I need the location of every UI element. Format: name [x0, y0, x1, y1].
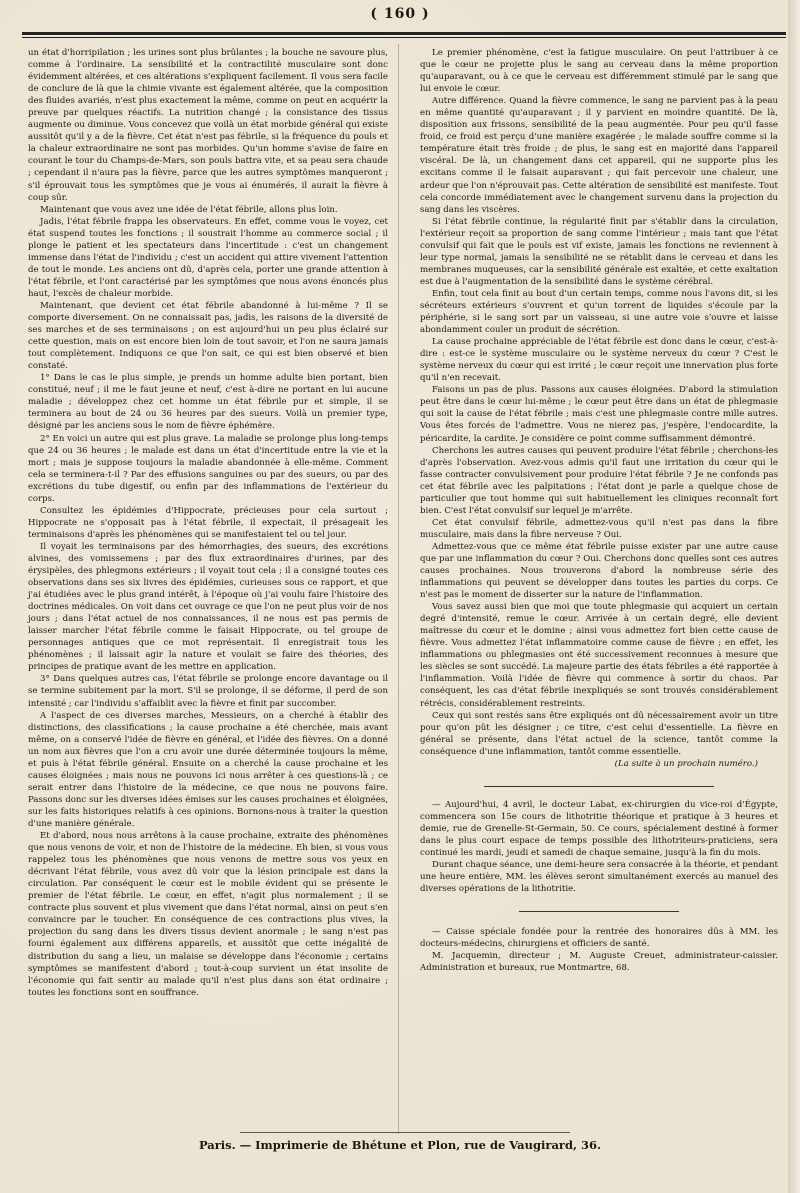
section-separator	[484, 786, 714, 787]
paragraph: 1° Dans le cas le plus simple, je prends un homme adulte bien portant, bien constitué, neuf ; il me le faut jeune et neuf, c'est à-dire ne portant en lui aucune maladie ; développez chez cet homme un état fébrile pur et simple, il se terminera au bout de 24 ou 36 heures par des sueurs. Voilà un premier type, désigné par les anciens sous le nom de fièvre éphémère.	[28, 373, 388, 432]
paragraph: Si l'état fébrile continue, la régularité finit par s'établir dans la circulation, l'extérieur reçoit sa proportion de sang comme l'intérieur ; mais tant que l'état convulsif qui fait que le pouls est vif existe, jamais les fonctions ne reviennent à leur type normal, jamais la sensibilité ne se rétablit dans le cerveau et dans les membranes muqueuses, car la sensibilité générale est exaltée, et cette exaltation est due à l'augmentation de la sensibilité dans le système cérébral.	[420, 216, 778, 287]
header-rule-thick	[22, 32, 786, 35]
right-column	[420, 47, 778, 974]
paragraph: Enfin, tout cela finit au bout d'un certain temps, comme nous l'avons dit, si les sécréteurs extérieurs s'ouvrent et qu'un torrent de liquides s'écoule par la périphérie, si le sang sort par un vaisseau, si une autre voie s'ouvre et laisse abondamment couler un produit de sécrétion.	[420, 288, 778, 336]
paragraph: Ceux qui sont restés sans être expliqués ont dû nécessairement avoir un titre pour qu'on pût les désigner ; ce titre, c'est celui d'essentielle. La fièvre en général se présente, dans l'état actuel de la science, tantôt comme la conséquence d'une inflammation, tantôt comme essentielle.	[420, 710, 778, 757]
left-column	[28, 47, 388, 999]
notice-paragraph: — Caisse spéciale fondée pour la rentrée des honoraires dûs à MM. les docteurs-médecins, chirurgiens et officiers de santé.	[420, 927, 778, 950]
page-number: ( 160 )	[370, 6, 430, 22]
paragraph: Autre différence. Quand la fièvre commence, le sang ne parvient pas à la peau en même quantité qu'auparavant ; il y parvient en moindre quantité. De là, disposition aux frissons, sensibilité de la peau augmentée. Pour peu qu'il fasse froid, ce froid est perçu d'une manière exagérée ; le malade souffre comme si la température était très froide ; de plus, le sang est en majorité dans l'appareil viscéral. De là, un changement dans cet appareil, qui ne supporte plus les excitans comme il le faisait auparavant ; qui fait percevoir une chaleur, une ardeur que l'on n'éprouvait pas. Cette altération de sensibilité est manifeste. Tout cela concorde immédiatement avec le changement survenu dans la projection du sang dans les viscères.	[420, 96, 778, 215]
page-edge	[788, 0, 800, 1193]
notice-paragraph: M. Jacquemin, directeur ; M. Auguste Creuet, administrateur-caissier. Administration et bureaux, rue Montmartre, 68.	[420, 951, 778, 974]
printer-imprint: Paris. — Imprimerie de Bhétune et Plon, rue de Vaugirard, 36.	[198, 1138, 602, 1152]
paragraph: Maintenant, que devient cet état fébrile abandonné à lui-même ? Il se comporte diversement. On ne connaissait pas, jadis, les raisons de la diversité de ses marches et de ses terminaisons ; on est aujourd'hui un peu plus éclairé sur cette question, mais on est encore bien loin de tout savoir, et l'on ne saura jamais tout complètement. Indiquons ce que l'on sait, ce qui est bien observé et bien constaté.	[28, 300, 388, 372]
notice-paragraph: Durant chaque séance, une demi-heure sera consacrée à la théorie, et pendant une heure entière, MM. les élèves seront simultanément exercés au manuel des diverses opérations de la lithotritie.	[420, 860, 778, 895]
paragraph: 2° En voici un autre qui est plus grave. La maladie se prolonge plus long-temps que 24 ou 36 heures ; le malade est dans un état d'incertitude entre la vie et la mort ; mais je suppose toujours la maladie abandonnée à elle-même. Comment cela se terminera-t-il ? Par des effusions sanguines ou par des sueurs, ou par des excrétions du tube digestif, ou enfin par des inflammations de l'extérieur du corps.	[28, 433, 388, 504]
continued-note: (La suite à un prochain numéro.)	[614, 758, 758, 769]
header-rule-thin	[22, 37, 786, 38]
paragraph: Consultez les épidémies d'Hippocrate, précieuses pour cela surtout ; Hippocrate ne s'opposait pas à l'état fébrile, il expectait, il présageait les terminaisons d'après les phénomènes qui se manifestaient tel ou tel jour.	[28, 505, 388, 540]
paragraph: Il voyait les terminaisons par des hémorrhagies, des sueurs, des excrétions alvines, des vomissemens ; par des flux extraordinaires d'urines, par des érysipèles, des phlegmons extérieurs ; il voyait tout cela ; il a consigné toutes ces observations dans ses six livres des épidémies, curieuses sous ce rapport, et que j'ai étudiées avec le plus grand intérêt, à l'époque où j'ai voulu faire l'histoire des doctrines médicales. On voit dans cet ouvrage ce que l'on ne peut plus voir de nos jours ; dans l'état actuel de nos connaissances, il ne nous est pas permis de laisser marcher l'état fébrile comme le faisait Hippocrate, ou tel groupe de personnages antiques que ce mot représentait. Il enregistrait tous les phénomènes ; il laissait agir la nature et voulait se faire des théories, des principes de pratique avant de les mettre en application.	[28, 541, 388, 673]
paragraph: Cherchons les autres causes qui peuvent produire l'état fébrile ; cherchons-les d'après l'observation. Avez-vous admis qu'il faut une irritation du cœur qui le fasse contracter convulsivement pour produire l'état fébrile ? Je ne confonds pas cet état fébrile avec les palpitations ; l'état dont je parle a quelque chose de particulier que tout homme qui suit habituellement les cliniques reconnaît fort bien. C'est l'état convulsif sur lequel je m'arrête.	[420, 445, 778, 516]
notice-paragraph: — Aujourd'hui, 4 avril, le docteur Labat, ex-chirurgien du vice-roi d'Égypte, commencera son 15e cours de lithotritie théorique et pratique à 3 heures et demie, rue de Grenelle-St-Germain, 50. Ce cours, spécialement destiné à former dans le plus court espace de temps possible des lithotriteurs-praticiens, sera continué les mardi, jeudi et samedi de chaque semaine, jusqu'à la fin du mois.	[420, 799, 778, 858]
paragraph: Maintenant que vous avez une idée de l'état fébrile, allons plus loin.	[40, 204, 338, 215]
paragraph: Admettez-vous que ce même état fébrile puisse exister par une autre cause que par une inflammation du cœur ? Oui. Cherchons donc quelles sont ces autres causes prochaines. Nous trouverons d'abord la nombreuse série des inflammations qui peuvent se développer dans toutes les parties du corps. Ce n'est pas le moment de disserter sur la nature de l'inflammation.	[420, 541, 778, 601]
paragraph: un état d'horripilation ; les urines sont plus brûlantes ; la bouche ne savoure plus, comme à l'ordinaire. La sensibilité et la contractilité musculaire sont donc évidemment altérées, et ces altérations s'expliquent facilement. Il vous sera facile de conclure de là que la chimie vivante est également altérée, que la composition des fluides avariés, n'est plus exactement la même, comme on peut en acquérir la preuve par quelques réactifs. La nutrition changé ; la consistance des tissus augmente ou diminue. Vous concevez que voilà un état morbide général qui existe aussitôt qu'il y a de la fièvre. Cet état n'est pas fébrile, si la fréquence du pouls et la chaleur extraordinaire ne sont pas morbides. Qu'un homme s'avise de faire en courant le tour du Champs-de-Mars, son pouls battra vite, et sa peau sera chaude ; cependant il n'aura pas la fièvre, parce que les autres symptômes manqueront ; s'il éprouvait tous les symptômes que je vous ai énumérés, il aurait la fièvre à coup sûr.	[28, 48, 388, 203]
column-divider	[398, 44, 399, 1134]
paragraph: Faisons un pas de plus. Passons aux causes éloignées. D'abord la stimulation peut être dans le cœur lui-même ; le cœur peut être dans un état de phlegmasie qui soit la cause de l'état fébrile ; mais c'est une phlegmasie contre mille autres. Vous êtes forcés de l'admettre. Vous ne nierez pas, j'espère, l'endocardite, la péricardite, la cardite. Je considère ce point comme suffisamment démontré.	[420, 385, 778, 444]
paragraph: Jadis, l'état fébrile frappa les observateurs. En effet, comme vous le voyez, cet état suspend toutes les fonctions ; il soustrait l'homme au commerce social ; il plonge le patient et les spectateurs dans l'incertitude : c'est un changement immense dans l'état de l'individu ; c'est un accident qui attire vivement l'attention de tout le monde. Les anciens ont dû, d'après cela, porter une grande attention à l'état fébrile, et l'ont caractérisé par les symptômes que nous avons énoncés plus haut, l'excès de chaleur morbide.	[28, 216, 388, 299]
paragraph: A l'aspect de ces diverses marches, Messieurs, on a cherché à établir des distinctions, des classifications ; la cause prochaine a été cherchée, mais avant même, on a conservé l'idée de fièvre en général, et l'idée des fièvres. On a donné un nom aux fièvres que l'on a cru avoir une durée déterminée toujours la même, et puis à l'état fébrile général. Ensuite on a cherché la cause prochaine et les causes éloignées ; mais nous ne pouvons ici nous arrêter à ces questions-là ; ce serait entrer dans l'histoire de la médecine, ce que nous ne pouvons faire. Passons donc sur les diverses idées émises sur les causes prochaines et éloignées, sur les faits historiques relatifs à ces opinions. Bornons-nous à traiter la question d'une manière générale.	[28, 710, 388, 829]
paragraph: Et d'abord, nous nous arrêtons à la cause prochaine, extraite des phénomènes que nous venons de voir, et non de l'histoire de la médecine. Eh bien, si vous vous rappelez tous les phénomènes que nous venons de mettre sous vos yeux en décrivant l'état fébrile, vous avez dû voir que la lésion principale est dans la circulation. Par conséquent le cœur est le mobile évident qui se présente le premier de l'état fébrile. Le cœur, en effet, n'agit plus normalement ; il se contracte plus souvent et plus vivement que dans l'état normal, ainsi on peut s'en convaincre par le toucher. En conséquence de ces contractions plus vives, la projection du sang dans les divers tissus devient anormale ; le sang n'est pas fourni également aux différens appareils, et aussitôt que cette inégalité de distribution du sang a lieu, un malaise se développe dans l'économie ; certains symptômes se manifestent d'abord ; tout-à-coup survient un état insolite de l'économie qui fait sentir au malade qu'il n'est plus dans son état ordinaire ; toutes les fonctions sont en souffrance.	[28, 831, 388, 998]
paragraph: Cet état convulsif fébrile, admettez-vous qu'il n'est pas dans la fibre musculaire, mais dans la fibre nerveuse ? Oui.	[420, 517, 778, 540]
paragraph: La cause prochaine appréciable de l'état fébrile est donc dans le cœur, c'est-à-dire : est-ce le système musculaire ou le système nerveux du cœur ? C'est le système nerveux du cœur qui est irrité ; le cœur reçoit une innervation plus forte qu'il n'en recevait.	[420, 337, 778, 384]
paragraph: 3° Dans quelques autres cas, l'état fébrile se prolonge encore davantage ou il se termine subitement par la mort. S'il se prolonge, il se déforme, il perd de son intensité ; car l'individu s'affaiblit avec la fièvre et finit par succomber.	[28, 674, 388, 709]
paragraph: Le premier phénomène, c'est la fatigue musculaire. On peut l'attribuer à ce que le cœur ne projette plus le sang au cerveau dans la même proportion qu'auparavant, ou à ce que le cerveau est différemment stimulé par le sang que lui envoie le cœur.	[420, 48, 778, 95]
paragraph: Vous savez aussi bien que moi que toute phlegmasie qui acquiert un certain degré d'intensité, remue le cœur. Arrivée à un certain degré, elle devient maîtresse du cœur et le domine ; ainsi vous admettez fort bien cette cause de fièvre. Vous admettez l'état inflammatoire comme cause de fièvre ; en effet, les inflammations ou phlegmasies ont été successivement reconnues à mesure que les siècles se sont succédé. La majeure partie des états fébriles a été rapportée à l'inflammation. Voilà l'idée de fièvre qui commence à sortir du chaos. Par conséquent, les cas d'état fébrile inexpliqués se sont trouvés considérablement rétrécis, considérablement restreints.	[420, 602, 778, 709]
section-separator	[519, 911, 679, 912]
footer-rule	[240, 1132, 570, 1133]
